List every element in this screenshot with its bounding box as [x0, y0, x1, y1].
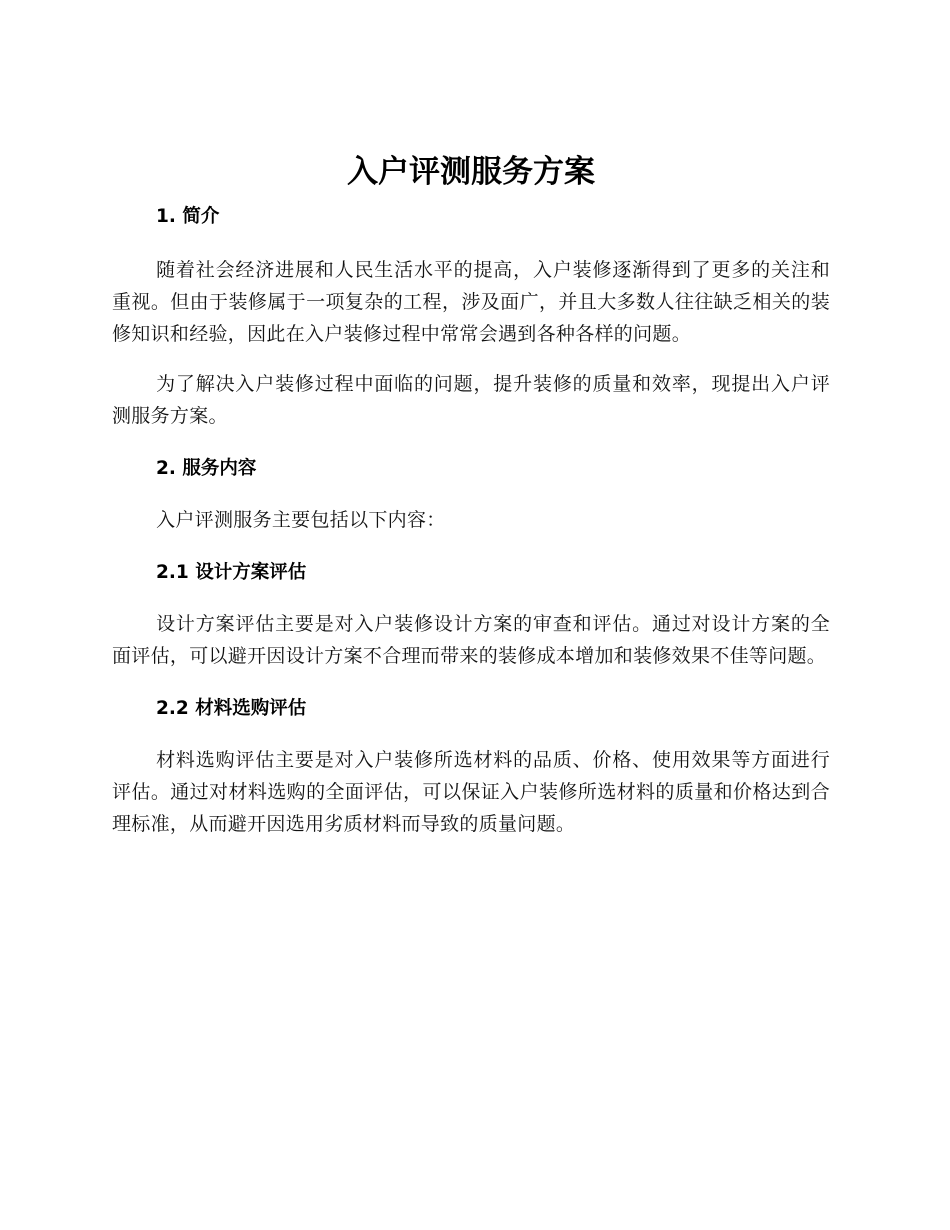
intro-paragraph-1: 随着社会经济进展和人民生活水平的提高，入户装修逐渐得到了更多的关注和重视。但由于装修属于一项复杂的工程，涉及面广，并且大多数人往往缺乏相关的装修知识和经验，因此在入户装修过程中常常会遇到各种各样的问题。: [112, 259, 830, 345]
section-heading-design-evaluation: 2.1 设计方案评估: [156, 562, 307, 583]
document-page: [112, 148, 830, 840]
section-heading-intro: 1. 简介: [156, 206, 220, 227]
material-evaluation-paragraph: 材料选购评估主要是对入户装修所选材料的品质、价格、使用效果等方面进行评估。通过对材料选购的全面评估，可以保证入户装修所选材料的质量和价格达到合理标准，从而避开因选用劣质材料而导致的质量问题。: [112, 749, 830, 835]
design-evaluation-paragraph: 设计方案评估主要是对入户装修设计方案的审查和评估。通过对设计方案的全面评估，可以避开因设计方案不合理而带来的装修成本增加和装修效果不佳等问题。: [112, 613, 830, 667]
intro-paragraph-2: 为了解决入户装修过程中面临的问题，提升装修的质量和效率，现提出入户评测服务方案。: [112, 373, 830, 427]
service-content-paragraph: 入户评测服务主要包括以下内容：: [156, 509, 446, 531]
section-heading-service-content: 2. 服务内容: [156, 458, 257, 479]
section-heading-material-evaluation: 2.2 材料选购评估: [156, 698, 307, 719]
document-title: 入户评测服务方案: [347, 154, 595, 190]
